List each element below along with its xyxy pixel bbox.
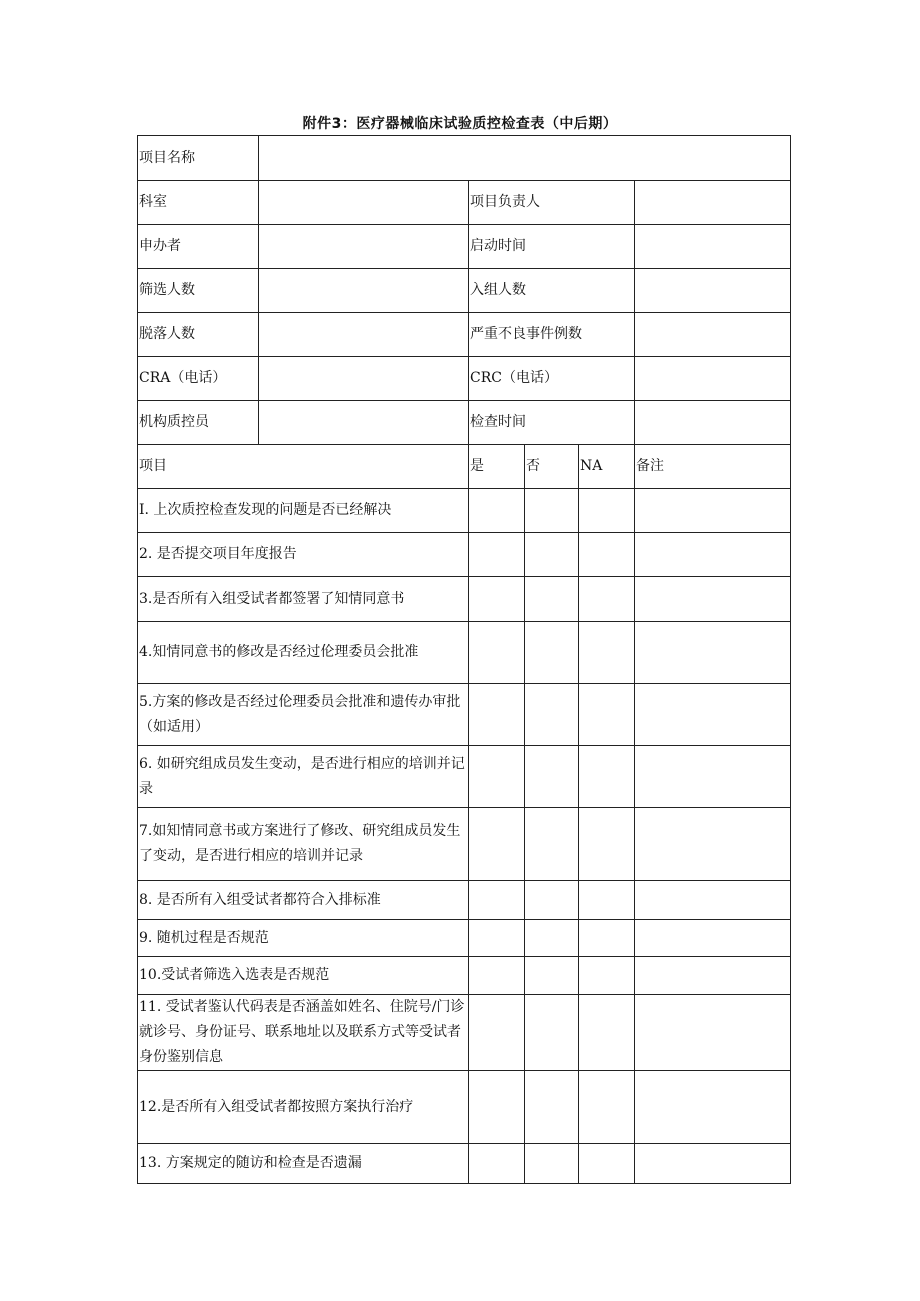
info-row bbox=[138, 357, 791, 401]
remark-cell[interactable] bbox=[635, 622, 791, 684]
yes-cell[interactable] bbox=[469, 1144, 525, 1184]
checklist-item-text: 7.如知情同意书或方案进行了修改、研究组成员发生了变动，是否进行相应的培训并记录 bbox=[138, 808, 469, 881]
checklist-row bbox=[138, 533, 791, 577]
screened-count-field[interactable] bbox=[259, 269, 469, 313]
qc-officer-field[interactable] bbox=[259, 401, 469, 445]
na-cell[interactable] bbox=[579, 1144, 635, 1184]
checklist-row bbox=[138, 957, 791, 995]
yes-cell[interactable] bbox=[469, 622, 525, 684]
remark-cell[interactable] bbox=[635, 1071, 791, 1144]
yes-cell[interactable] bbox=[469, 957, 525, 995]
remark-cell[interactable] bbox=[635, 533, 791, 577]
checklist-item-text: 11. 受试者鉴认代码表是否涵盖如姓名、住院号/门诊就诊号、身份证号、联系地址以及联系方式等受试者身份鉴别信息 bbox=[138, 995, 469, 1071]
remark-cell[interactable] bbox=[635, 489, 791, 533]
na-cell[interactable] bbox=[579, 622, 635, 684]
checklist-row bbox=[138, 1144, 791, 1184]
checklist-row bbox=[138, 684, 791, 746]
no-cell[interactable] bbox=[525, 1071, 579, 1144]
checklist-header-row bbox=[138, 445, 791, 489]
inspection-time-field[interactable] bbox=[635, 401, 791, 445]
na-cell[interactable] bbox=[579, 881, 635, 920]
no-cell[interactable] bbox=[525, 489, 579, 533]
na-cell[interactable] bbox=[579, 957, 635, 995]
dropout-count-label: 脱落人数 bbox=[138, 313, 259, 357]
yes-cell[interactable] bbox=[469, 1071, 525, 1144]
remark-cell[interactable] bbox=[635, 881, 791, 920]
checklist-item-text: 9. 随机过程是否规范 bbox=[138, 920, 469, 957]
yes-cell[interactable] bbox=[469, 684, 525, 746]
department-label: 科室 bbox=[138, 181, 259, 225]
checklist-item-text: I. 上次质控检查发现的问题是否已经解决 bbox=[138, 489, 469, 533]
no-cell[interactable] bbox=[525, 881, 579, 920]
header-yes: 是 bbox=[469, 445, 525, 489]
header-remark: 备注 bbox=[635, 445, 791, 489]
remark-cell[interactable] bbox=[635, 957, 791, 995]
no-cell[interactable] bbox=[525, 957, 579, 995]
yes-cell[interactable] bbox=[469, 533, 525, 577]
checklist-row bbox=[138, 622, 791, 684]
info-row bbox=[138, 401, 791, 445]
na-cell[interactable] bbox=[579, 489, 635, 533]
checklist-row bbox=[138, 995, 791, 1071]
checklist-item-text: 3.是否所有入组受试者都签署了知情同意书 bbox=[138, 577, 469, 622]
sponsor-field[interactable] bbox=[259, 225, 469, 269]
qc-officer-label: 机构质控员 bbox=[138, 401, 259, 445]
no-cell[interactable] bbox=[525, 746, 579, 808]
remark-cell[interactable] bbox=[635, 1144, 791, 1184]
yes-cell[interactable] bbox=[469, 808, 525, 881]
remark-cell[interactable] bbox=[635, 808, 791, 881]
info-row bbox=[138, 225, 791, 269]
checklist-item-text: 8. 是否所有入组受试者都符合入排标准 bbox=[138, 881, 469, 920]
checklist-item-text: 12.是否所有入组受试者都按照方案执行治疗 bbox=[138, 1071, 469, 1144]
na-cell[interactable] bbox=[579, 533, 635, 577]
na-cell[interactable] bbox=[579, 577, 635, 622]
yes-cell[interactable] bbox=[469, 995, 525, 1071]
sae-count-field[interactable] bbox=[635, 313, 791, 357]
na-cell[interactable] bbox=[579, 995, 635, 1071]
na-cell[interactable] bbox=[579, 684, 635, 746]
project-leader-label: 项目负责人 bbox=[469, 181, 635, 225]
no-cell[interactable] bbox=[525, 533, 579, 577]
crc-phone-field[interactable] bbox=[635, 357, 791, 401]
no-cell[interactable] bbox=[525, 577, 579, 622]
info-row bbox=[138, 269, 791, 313]
yes-cell[interactable] bbox=[469, 881, 525, 920]
sae-count-label: 严重不良事件例数 bbox=[469, 313, 635, 357]
checklist-row bbox=[138, 746, 791, 808]
remark-cell[interactable] bbox=[635, 920, 791, 957]
checklist-form-table bbox=[137, 135, 791, 1184]
yes-cell[interactable] bbox=[469, 489, 525, 533]
checklist-row bbox=[138, 1071, 791, 1144]
checklist-row bbox=[138, 808, 791, 881]
dropout-count-field[interactable] bbox=[259, 313, 469, 357]
checklist-row bbox=[138, 489, 791, 533]
header-na: NA bbox=[579, 445, 635, 489]
start-time-field[interactable] bbox=[635, 225, 791, 269]
remark-cell[interactable] bbox=[635, 995, 791, 1071]
na-cell[interactable] bbox=[579, 1071, 635, 1144]
info-row bbox=[138, 313, 791, 357]
no-cell[interactable] bbox=[525, 622, 579, 684]
header-no: 否 bbox=[525, 445, 579, 489]
document-title: 附件3：医疗器械临床试验质控检查表（中后期） bbox=[302, 116, 618, 132]
no-cell[interactable] bbox=[525, 995, 579, 1071]
screened-count-label: 筛选人数 bbox=[138, 269, 259, 313]
cra-phone-field[interactable] bbox=[259, 357, 469, 401]
na-cell[interactable] bbox=[579, 808, 635, 881]
remark-cell[interactable] bbox=[635, 684, 791, 746]
project-name-label: 项目名称 bbox=[138, 136, 259, 181]
checklist-item-text: 2. 是否提交项目年度报告 bbox=[138, 533, 469, 577]
start-time-label: 启动时间 bbox=[469, 225, 635, 269]
crc-phone-label: CRC（电话） bbox=[469, 357, 635, 401]
no-cell[interactable] bbox=[525, 920, 579, 957]
no-cell[interactable] bbox=[525, 1144, 579, 1184]
checklist-row bbox=[138, 881, 791, 920]
checklist-item-text: 5.方案的修改是否经过伦理委员会批准和遗传办审批（如适用） bbox=[138, 684, 469, 746]
checklist-row bbox=[138, 577, 791, 622]
remark-cell[interactable] bbox=[635, 746, 791, 808]
checklist-item-text: 4.知情同意书的修改是否经过伦理委员会批准 bbox=[138, 622, 469, 684]
remark-cell[interactable] bbox=[635, 577, 791, 622]
checklist-item-text: 13. 方案规定的随访和检查是否遗漏 bbox=[138, 1144, 469, 1184]
checklist-row bbox=[138, 920, 791, 957]
project-leader-field[interactable] bbox=[635, 181, 791, 225]
sponsor-label: 申办者 bbox=[138, 225, 259, 269]
project-name-field[interactable] bbox=[259, 136, 791, 181]
na-cell[interactable] bbox=[579, 746, 635, 808]
department-field[interactable] bbox=[259, 181, 469, 225]
info-row bbox=[138, 181, 791, 225]
checklist-item-text: 10.受试者筛选入选表是否规范 bbox=[138, 957, 469, 995]
yes-cell[interactable] bbox=[469, 577, 525, 622]
yes-cell[interactable] bbox=[469, 920, 525, 957]
enrolled-count-field[interactable] bbox=[635, 269, 791, 313]
info-row-project-name bbox=[138, 136, 791, 181]
header-item: 项目 bbox=[138, 445, 469, 489]
cra-phone-label: CRA（电话） bbox=[138, 357, 259, 401]
no-cell[interactable] bbox=[525, 808, 579, 881]
yes-cell[interactable] bbox=[469, 746, 525, 808]
checklist-item-text: 6. 如研究组成员发生变动，是否进行相应的培训并记录 bbox=[138, 746, 469, 808]
no-cell[interactable] bbox=[525, 684, 579, 746]
inspection-time-label: 检查时间 bbox=[469, 401, 635, 445]
na-cell[interactable] bbox=[579, 920, 635, 957]
enrolled-count-label: 入组人数 bbox=[469, 269, 635, 313]
